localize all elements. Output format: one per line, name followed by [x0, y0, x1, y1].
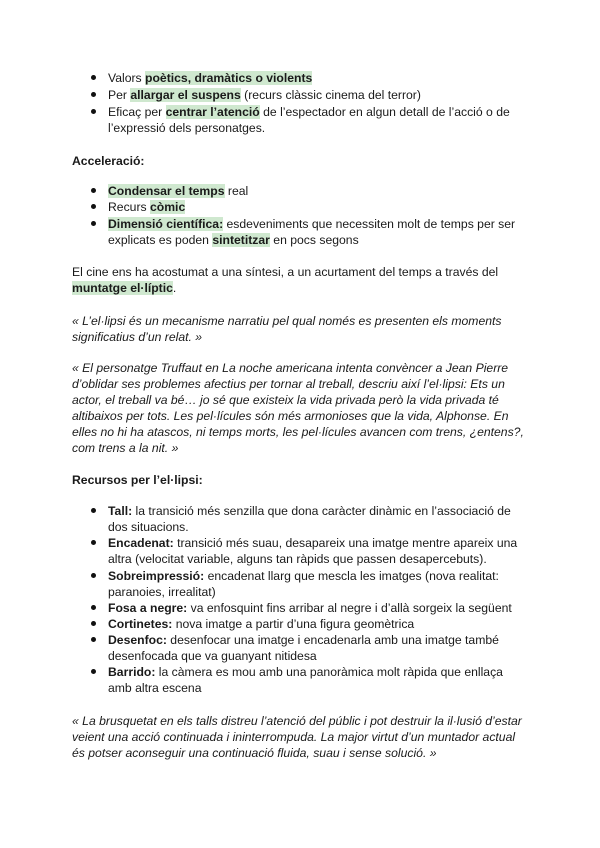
resource-description: nova imatge a partir d’una figura geomètrica: [172, 617, 415, 631]
resource-term: Desenfoc:: [108, 633, 167, 647]
highlighted-text: muntatge el·líptic: [72, 281, 173, 295]
list-item-text: en pocs segons: [269, 233, 359, 247]
list-item: [108, 104, 528, 136]
list-item: [108, 183, 528, 199]
resource-term: Sobreimpressió:: [108, 569, 205, 583]
paragraph-text: El cine ens ha acostumat a una síntesi, a un acurtament del temps a través del: [72, 265, 499, 279]
resource-description: desenfocar una imatge i encadenarla amb una imatge també desenfocada que va guanyant nitidesa: [108, 633, 499, 663]
resource-term: Encadenat:: [108, 536, 174, 550]
list-item: [108, 503, 528, 535]
list-item-text: Valors: [108, 71, 146, 85]
paragraph-text: .: [172, 281, 177, 295]
resource-term: Barrido:: [108, 665, 156, 679]
resource-description: encadenat llarg que mescla les imatges (nova realitat: paranoies, irrealitat): [108, 569, 499, 599]
list-item-text: Eficaç per: [108, 105, 166, 119]
resource-description: la càmera es mou amb una panoràmica molt ràpida que enllaça amb altra escena: [108, 665, 503, 695]
highlighted-text: Dimensió científica:: [108, 217, 224, 231]
highlighted-text: poètics, dramàtics o violents: [145, 71, 313, 85]
highlighted-text: centrar l’atenció: [165, 105, 260, 119]
heading-acceleracio: Acceleració:: [72, 154, 145, 168]
list-item: [108, 616, 528, 632]
resource-term: Fosa a negre:: [108, 601, 188, 615]
paragraph-cine: [72, 264, 527, 296]
resource-description: la transició més senzilla que dona caràcter dinàmic en l’associació de dos situacions.: [108, 504, 511, 534]
list-item-text: esdeveniments que necessiten molt de temps per ser explicats es poden: [108, 217, 516, 247]
list-item: [108, 199, 528, 215]
quote-truffaut: « El personatge Truffaut en La noche americana intenta convèncer a Jean Pierre d’oblidar ses problemes afectius per tornar al treball, descriu així l’el·lipsi: Ets un actor, el treball va bé… jo sé que existeix la vida privada però la vida privada té altibaixos per tots. Les pel·lícules són més armonioses que la vida, Alphonse. En elles no hi ha atascos, ni temps morts, les pel·lícules avancen com trens, ¿entens?, com trens a la nit. »: [72, 361, 524, 455]
resource-description: transició més suau, desapareix una imatge mentre apareix una altra (velocitat variable, alguns tan ràpids que passen desapercebuts).: [108, 536, 518, 566]
resource-term: Cortinetes:: [108, 617, 173, 631]
quote-brusquetat: « La brusquetat en els talls distreu l’atenció del públic i pot destruir la il·lusió d’estar veient una acció continuada i ininterrompuda. La major virtut d’un muntador actual és potser aconseguir una continuació fluida, suau i sense solució. »: [72, 714, 522, 760]
list-item: [108, 664, 528, 696]
quote-ellipsis-definition: « L’el·lipsi és un mecanisme narratiu pel qual només es presenten els moments significatius d’un relat. »: [72, 314, 502, 344]
list-item-text: Per: [108, 88, 131, 102]
highlighted-text: sintetitzar: [212, 233, 270, 247]
resource-description: va enfosquint fins arribar al negre i d’allà sorgeix la següent: [187, 601, 512, 615]
resource-term: Tall:: [108, 504, 133, 518]
list-item: [108, 216, 528, 248]
highlighted-text: allargar el suspens: [130, 88, 241, 102]
list-item-text: real: [224, 184, 249, 198]
list-item: [108, 632, 528, 664]
list-item: [108, 87, 528, 103]
highlighted-text: Condensar el temps: [108, 184, 225, 198]
list-item-text: (recurs clàssic cinema del terror): [240, 88, 421, 102]
list-item: [108, 535, 528, 567]
list-item: [108, 70, 528, 86]
list-item-text: Recurs: [108, 200, 150, 214]
list-item: [108, 568, 528, 600]
highlighted-text: còmic: [150, 200, 186, 214]
list-item: [108, 600, 528, 616]
list-item-text: de l’espectador en algun detall de l’acció o de l’expressió dels personatges.: [108, 105, 510, 135]
heading-recursos: Recursos per l’el·lipsi:: [72, 473, 203, 487]
